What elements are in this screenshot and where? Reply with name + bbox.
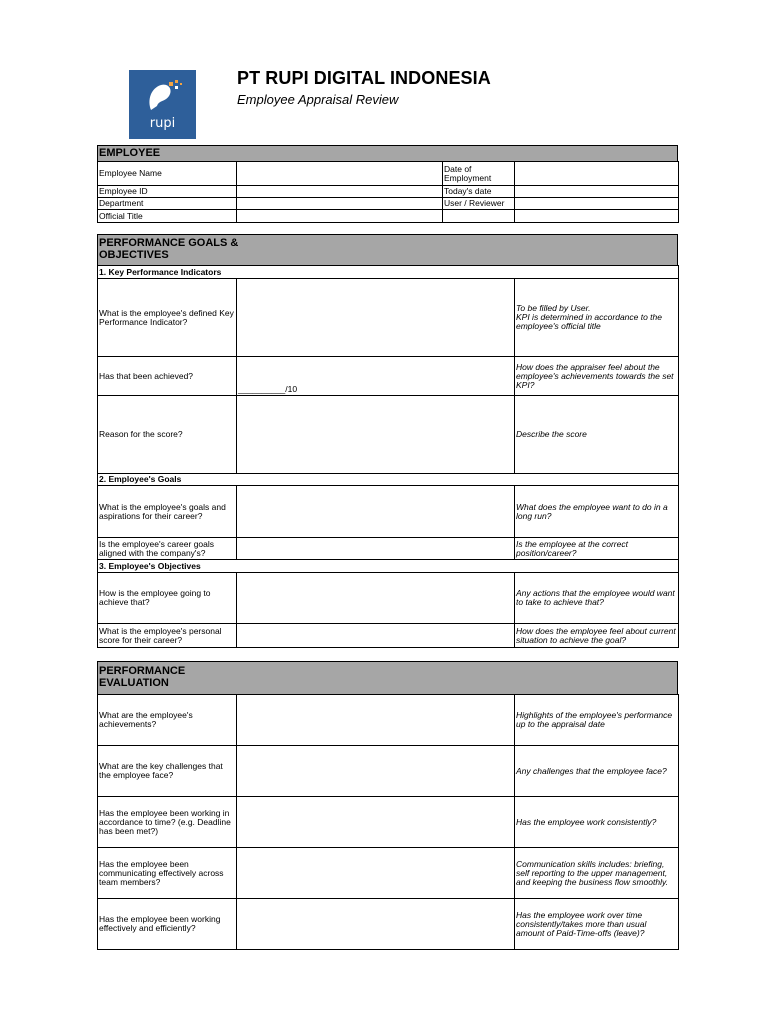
company-name: PT RUPI DIGITAL INDONESIA — [237, 68, 491, 88]
challenges-field[interactable] — [237, 746, 515, 797]
challenges-hint: Any challenges that the employee face? — [515, 746, 679, 797]
official-title-field[interactable] — [237, 210, 443, 223]
todays-date-field[interactable] — [515, 186, 679, 198]
kpi-answer-field[interactable] — [237, 279, 515, 357]
score-reason-hint: Describe the score — [515, 396, 679, 474]
personal-score-question: What is the employee's personal score for their career? — [98, 624, 237, 648]
communication-field[interactable] — [237, 848, 515, 899]
achievements-field[interactable] — [237, 695, 515, 746]
career-goals-field[interactable] — [237, 486, 515, 538]
employee-goals-subheader: 2. Employee's Goals — [98, 474, 679, 486]
efficiency-hint: Has the employee work over time consistently/takes more than usual amount of Paid-Time-offs (leave)? — [515, 899, 679, 950]
department-field[interactable] — [237, 198, 443, 210]
achieve-plan-hint: Any actions that the employee would want to take to achieve that? — [515, 573, 679, 624]
challenges-question: What are the key challenges that the employee face? — [98, 746, 237, 797]
section-performance-goals — [97, 234, 678, 265]
achieve-plan-question: How is the employee going to achieve that? — [98, 573, 237, 624]
communication-hint: Communication skills includes: briefing, self reporting to the upper management, and keeping the business flow smoothly. — [515, 848, 679, 899]
employee-objectives-subheader: 3. Employee's Objectives — [98, 560, 679, 573]
efficiency-field[interactable] — [237, 899, 515, 950]
performance-evaluation-table — [97, 694, 679, 950]
personal-score-field[interactable] — [237, 624, 515, 648]
empty-cell — [515, 210, 679, 223]
official-title-label: Official Title — [98, 210, 237, 223]
empty-cell — [443, 210, 515, 223]
date-of-employment-label: Date of Employment — [443, 162, 515, 186]
goals-alignment-hint: Is the employee at the correct position/career? — [515, 538, 679, 560]
kpi-question: What is the employee's defined Key Performance Indicator? — [98, 279, 237, 357]
goals-alignment-question: Is the employee's career goals aligned with the company's? — [98, 538, 237, 560]
communication-question: Has the employee been communicating effectively across team members? — [98, 848, 237, 899]
achievements-hint: Highlights of the employee's performance up to the appraisal date — [515, 695, 679, 746]
reviewer-field[interactable] — [515, 198, 679, 210]
achieved-score-field[interactable]: __________/10 — [237, 357, 515, 396]
employee-id-label: Employee ID — [98, 186, 237, 198]
performance-goals-table — [97, 265, 679, 648]
timeliness-hint: Has the employee work consistently? — [515, 797, 679, 848]
achieve-plan-field[interactable] — [237, 573, 515, 624]
employee-name-label: Employee Name — [98, 162, 237, 186]
efficiency-question: Has the employee been working effectively and efficiently? — [98, 899, 237, 950]
career-goals-hint: What does the employee want to do in a long run? — [515, 486, 679, 538]
timeliness-question: Has the employee been working in accordance to time? (e.g. Deadline has been met?) — [98, 797, 237, 848]
logo-text: rupi — [149, 116, 176, 131]
score-reason-field[interactable] — [237, 396, 515, 474]
achieved-question: Has that been achieved? — [98, 357, 237, 396]
todays-date-label: Today's date — [443, 186, 515, 198]
kpi-hint: To be filled by User. KPI is determined in accordance to the employee's official title — [515, 279, 679, 357]
goals-alignment-field[interactable] — [237, 538, 515, 560]
section-performance-goals-title: PERFORMANCE GOALS & OBJECTIVES — [99, 237, 239, 261]
timeliness-field[interactable] — [237, 797, 515, 848]
section-performance-evaluation — [97, 661, 678, 694]
career-goals-question: What is the employee's goals and aspirations for their career? — [98, 486, 237, 538]
achievements-question: What are the employee's achievements? — [98, 695, 237, 746]
employee-name-field[interactable] — [237, 162, 443, 186]
company-logo — [129, 70, 196, 139]
kpi-subheader: 1. Key Performance Indicators — [98, 266, 679, 279]
department-label: Department — [98, 198, 237, 210]
personal-score-hint: How does the employee feel about current situation to achieve the goal? — [515, 624, 679, 648]
section-performance-evaluation-title: PERFORMANCE EVALUATION — [99, 665, 186, 689]
employee-info-table — [97, 161, 679, 223]
score-reason-question: Reason for the score? — [98, 396, 237, 474]
achieved-hint: How does the appraiser feel about the employee's achievements towards the set KPI? — [515, 357, 679, 396]
date-of-employment-field[interactable] — [515, 162, 679, 186]
section-employee: EMPLOYEE — [97, 145, 678, 161]
reviewer-label: User / Reviewer — [443, 198, 515, 210]
document-subtitle: Employee Appraisal Review — [237, 92, 399, 107]
employee-id-field[interactable] — [237, 186, 443, 198]
